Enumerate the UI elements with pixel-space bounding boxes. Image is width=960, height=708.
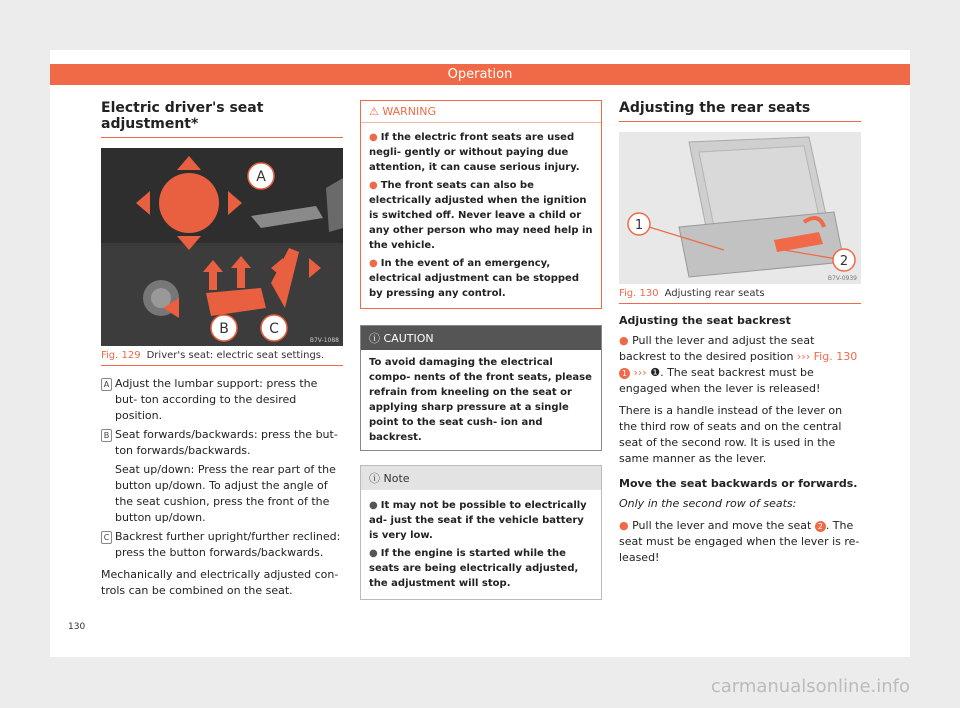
note-body <box>361 490 601 599</box>
warning-header <box>361 101 601 123</box>
figure-reference-link[interactable]: ››› Fig. 130 <box>796 350 858 363</box>
callout-b: B <box>219 321 229 337</box>
figure-caption <box>101 346 343 366</box>
paragraph-backrest: ● Pull the lever and adjust the seat backrest to the desired position ››› Fig. 130 1 ››› ❶. The seat backrest must be engaged when the lever is released! <box>619 334 858 395</box>
warning-body <box>361 123 601 308</box>
closing-paragraph: Mechanically and electrically adjusted con- trols can be combined on the seat. <box>101 568 339 597</box>
column-electric-seat <box>101 100 343 605</box>
caution-box <box>360 325 602 451</box>
watermark: carmanualsonline.info <box>710 676 910 697</box>
warning-box <box>360 100 602 309</box>
callout-2: 2 <box>839 254 849 269</box>
caution-header <box>361 326 601 350</box>
note-title: Note <box>383 472 410 485</box>
instruction-list <box>101 376 343 561</box>
figure-129 <box>101 148 343 346</box>
list-item <box>101 462 343 526</box>
item-key: B <box>101 429 112 442</box>
warning-item: ● The front seats can also be electrically adjusted when the ignition is switched off. Never leave a child or any other person who may need help in the vehicle. <box>369 180 593 251</box>
caution-body: To avoid damaging the electrical compo- nents of the front seats, please refrain from kneeling on the seat or applying sharp pressure at a single point to the seat cush- ion and backrest. <box>369 357 592 443</box>
subheading-move-seat: Move the seat backwards or forwards. <box>619 477 858 490</box>
column-safety <box>360 100 602 600</box>
note-icon: ⓘ <box>369 472 384 485</box>
figure-caption <box>619 284 861 304</box>
note-header <box>361 466 601 490</box>
note-item: ● It may not be possible to electrically ad- just the seat if the vehicle battery is very low. <box>369 500 587 541</box>
list-item <box>101 427 343 459</box>
item-text: Backrest further upright/further reclined: press the button forwards/backwards. <box>115 530 341 559</box>
callout-c: C <box>269 321 279 337</box>
item-key: A <box>101 378 112 391</box>
subheading-backrest: Adjusting the seat backrest <box>619 314 791 327</box>
warning-title: WARNING <box>382 105 437 118</box>
item-text: Seat forwards/backwards: press the but- ton forwards/backwards. <box>115 428 338 457</box>
paragraph-move-seat: ● Pull the lever and move the seat 2 . The seat must be engaged when the lever is re- leased! <box>619 519 860 564</box>
caution-title: CAUTION <box>383 332 434 345</box>
item-key: C <box>101 531 112 544</box>
column-rear-seats <box>619 100 861 572</box>
seat-controls-illustration <box>101 148 343 346</box>
note-box <box>360 465 602 600</box>
italic-note: Only in the second row of seats: <box>619 497 797 510</box>
list-item <box>101 376 343 424</box>
callout-1: 1 <box>634 218 644 233</box>
figure-number: Fig. 130 <box>619 288 659 299</box>
item-text: Seat up/down: Press the rear part of the button up/down. To adjust the angle of the seat cushion, press the front of the button up/down. <box>115 463 336 524</box>
page-number: 130 <box>68 622 86 632</box>
figure-code: B7V-1088 <box>309 337 339 344</box>
warning-item: ● In the event of an emergency, electrical adjustment can be stopped by pressing any control. <box>369 258 579 299</box>
warning-item: ● If the electric front seats are used negli- gently or without paying due attention, it can cause serious injury. <box>369 132 580 173</box>
info-circle-icon: ⓘ <box>369 332 384 345</box>
note-item: ● If the engine is started while the seats are being electrically adjusted, the adjustment will stop. <box>369 548 579 589</box>
figure-130 <box>619 132 861 284</box>
callout-a: A <box>256 169 266 185</box>
section-title: Electric driver's seat adjustment* <box>101 100 343 138</box>
figure-caption-text: Adjusting rear seats <box>664 288 765 299</box>
section-header: Operation <box>50 64 910 85</box>
section-title: Adjusting the rear seats <box>619 100 861 122</box>
figure-caption-text: Driver's seat: electric seat settings. <box>146 350 325 361</box>
rear-seat-illustration <box>619 132 861 284</box>
list-item <box>101 529 343 561</box>
warning-dot-icon: ❶ <box>650 366 661 379</box>
paragraph-handle: There is a handle instead of the lever on the third row of seats and on the central seat of the second row. It is used in the same manner as the lever. <box>619 404 843 465</box>
figure-number: Fig. 129 <box>101 350 141 361</box>
warning-icon: ⚠ <box>369 105 383 118</box>
figure-code: B7V-0939 <box>827 275 857 282</box>
item-text: Adjust the lumbar support: press the but- ton according to the desired position. <box>115 377 318 422</box>
